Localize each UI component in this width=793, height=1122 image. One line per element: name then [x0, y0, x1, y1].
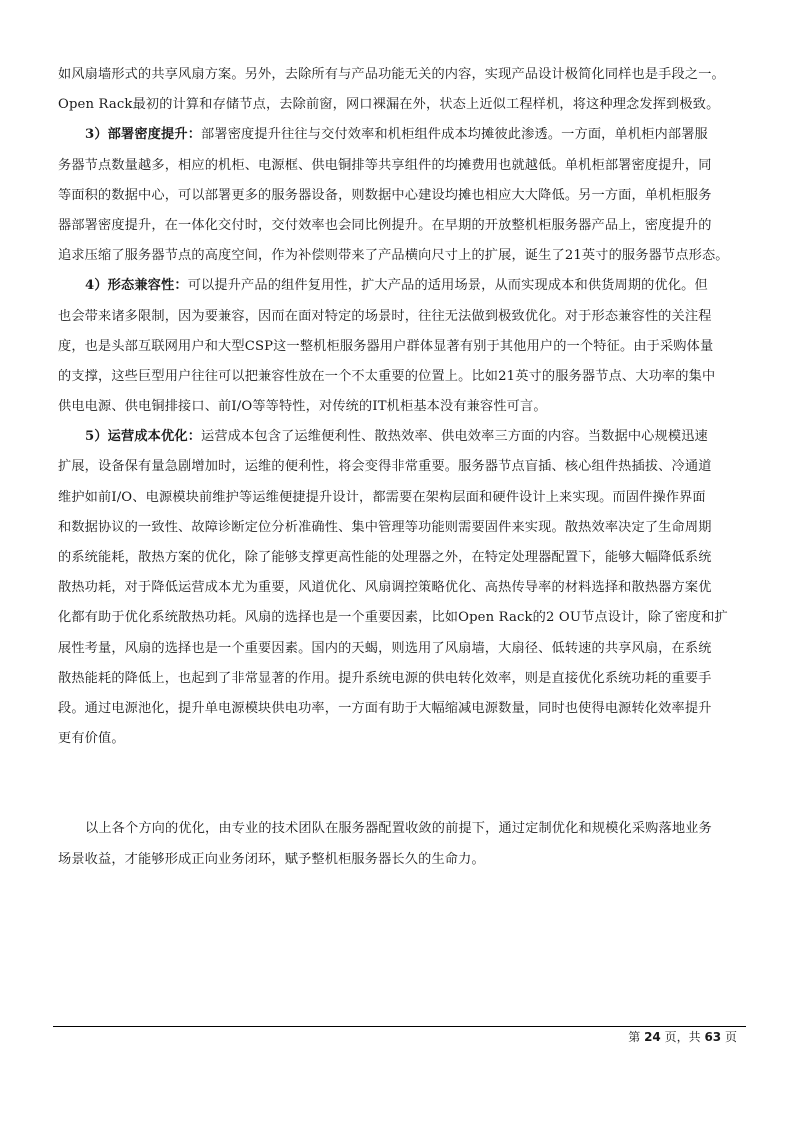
item-4-label: 4） [85, 278, 108, 294]
paragraph-intro-line-2: Open Rack最初的计算和存储节点，去除前窗，网口裸漏在外，状态上近似工程样机，将这种理念发挥到极致。 [58, 97, 720, 113]
item-5-line-3: 维护如前I/O、电源模块前维护等运维便捷提升设计，都需要在架构层面和硬件设计上来实现。而固件操作界面 [58, 489, 706, 505]
item-4-line-4: 的支撑，这些巨型用户往往可以把兼容性放在一个不太重要的位置上。比如21英寸的服务器节点、大功率的集中 [58, 368, 716, 384]
item-4-line-5: 供电电源、供电铜排接口、前I/O等等特性，对传统的IT机柜基本没有兼容性可言。 [58, 399, 547, 415]
item-5-line-10: 段。通过电源池化，提升单电源模块供电功率，一方面有助于大幅缩减电源数量，同时也使得电源转化效率提升 [58, 700, 712, 716]
paragraph-intro-line-1: 如风扇墙形式的共享风扇方案。另外，去除所有与产品功能无关的内容，实现产品设计极简化同样也是手段之一。 [58, 67, 725, 82]
total-page-number: 63 [704, 1030, 722, 1044]
item-4-heading: 形态兼容性： [107, 278, 188, 294]
footer-divider [53, 1026, 746, 1027]
footer-prefix: 第 [628, 1030, 641, 1044]
item-3-line-2: 务器节点数量越多，相应的机柜、电源框、供电铜排等共享组件的均摊费用也就越低。单机柜部署密度提升，同 [58, 157, 712, 173]
paragraph-spacer [58, 754, 741, 814]
body-text [58, 60, 741, 875]
item-5-text: 运营成本包含了运维便利性、散热效率、供电效率三方面的内容。当数据中心规模迅速 [201, 429, 708, 445]
item-4-line-1 [58, 271, 741, 301]
item-5-line-9: 散热能耗的降低上，也起到了非常显著的作用。提升系统电源的供电转化效率，则是直接优化系统功耗的重要手 [58, 670, 712, 686]
item-3-label: 3） [85, 127, 108, 143]
item-5-label: 5） [85, 429, 108, 445]
footer-middle: 页，共 [664, 1030, 701, 1044]
item-3-line-3: 等面积的数据中心，可以部署更多的服务器设备，则数据中心建设均摊也相应大大降低。另一方面，单机柜服务 [58, 187, 712, 203]
conclusion-line-1: 以上各个方向的优化，由专业的技术团队在服务器配置收敛的前提下，通过定制优化和规模化采购落地业务 [85, 821, 712, 837]
item-3-heading: 部署密度提升： [107, 127, 202, 143]
footer-suffix: 页 [724, 1030, 737, 1044]
item-5-line-2: 扩展，设备保有量急剧增加时，运维的便利性，将会变得非常重要。服务器节点盲插、核心组件热插拔、冷通道 [58, 459, 712, 475]
conclusion-line-2: 场景收益，才能够形成正向业务闭环，赋予整机柜服务器长久的生命力。 [58, 851, 485, 867]
page-number-footer [628, 1029, 737, 1045]
item-5-line-8: 展性考量，风扇的选择也是一个重要因素。国内的天蝎，则选用了风扇墙，大扇径、低转速的共享风扇，在系统 [58, 640, 712, 656]
item-5-heading: 运营成本优化： [107, 429, 202, 445]
item-4-line-3: 度，也是头部互联网用户和大型CSP这一整机柜服务器用户群体显著有别于其他用户的一个特征。由于采购体量 [58, 338, 714, 354]
current-page-number: 24 [644, 1030, 661, 1044]
item-3-line-5: 追求压缩了服务器节点的高度空间，作为补偿则带来了产品横向尺寸上的扩展，诞生了21英寸的服务器节点形态。 [58, 248, 729, 264]
item-5-line-5: 的系统能耗，散热方案的优化，除了能够支撑更高性能的处理器之外，在特定处理器配置下，能够大幅降低系统 [58, 550, 712, 565]
item-3-text: 部署密度提升往往与交付效率和机柜组件成本均摊彼此渗透。一方面，单机柜内部署服 [201, 127, 708, 143]
item-4-line-2: 也会带来诸多限制，因为要兼容，因而在面对特定的场景时，往往无法做到极致优化。对于形态兼容性的关注程 [58, 308, 712, 324]
item-5-line-11: 更有价值。 [58, 731, 125, 747]
item-5-line-6: 散热功耗，对于降低运营成本尤为重要，风道优化、风扇调控策略优化、高热传导率的材料选择和散热器方案优 [58, 580, 712, 596]
item-5-line-4: 和数据协议的一致性、故障诊断定位分析准确性、集中管理等功能则需要固件来实现。散热效率决定了生命周期 [58, 519, 712, 535]
item-5-line-7: 化都有助于优化系统散热功耗。风扇的选择也是一个重要因素，比如Open Rack的2 OU节点设计，除了密度和扩 [58, 610, 728, 626]
item-5-line-1 [58, 422, 741, 452]
item-3-line-1 [58, 120, 741, 150]
item-3-line-4: 器部署密度提升，在一体化交付时，交付效率也会同比例提升。在早期的开放整机柜服务器产品上，密度提升的 [58, 217, 712, 233]
item-4-text: 可以提升产品的组件复用性，扩大产品的适用场景，从而实现成本和供货周期的优化。但 [187, 278, 708, 294]
